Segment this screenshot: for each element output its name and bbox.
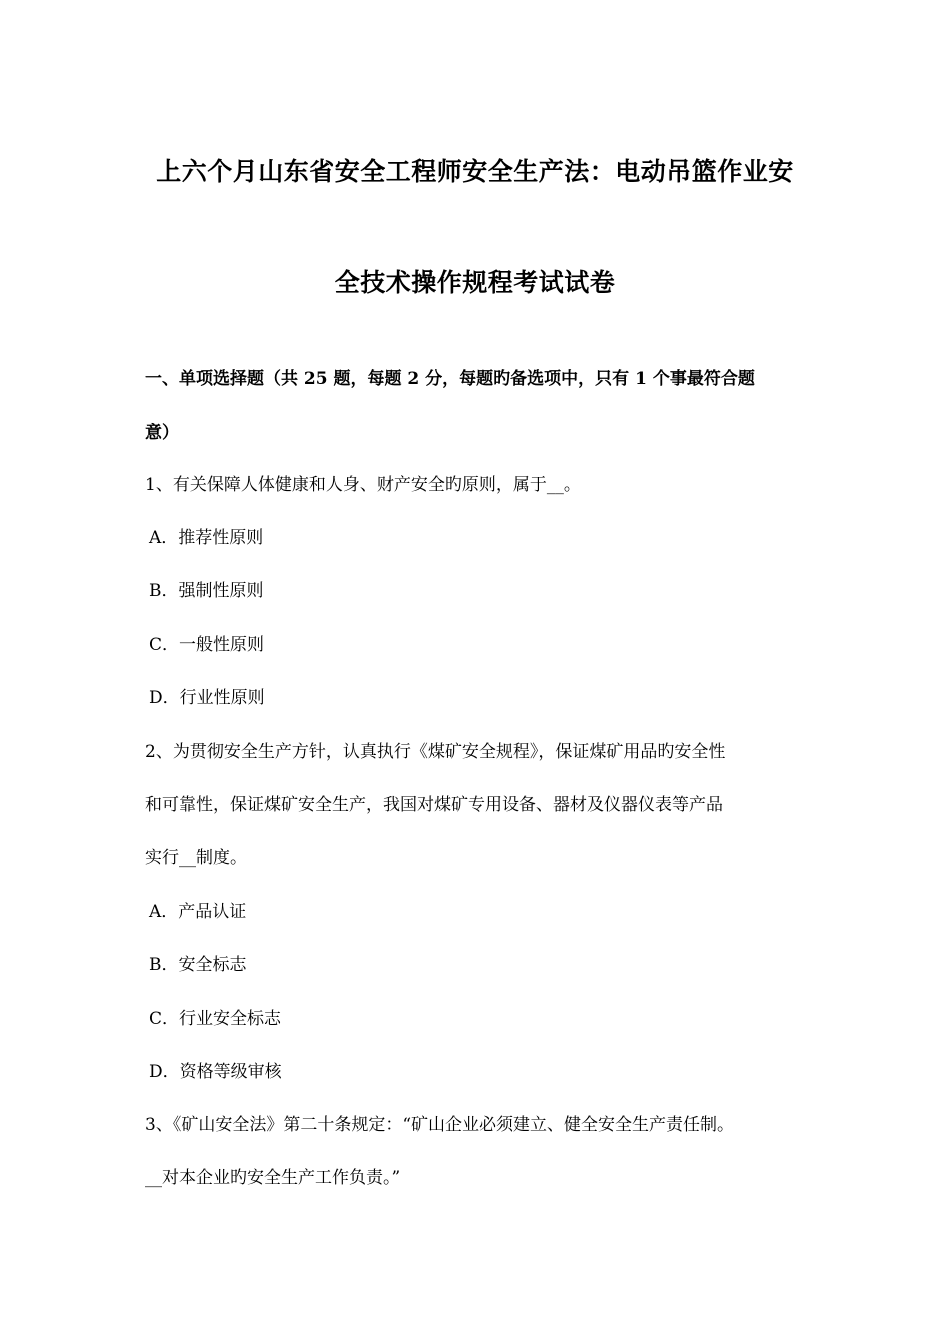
question-1-option-c: C．一般性原则 <box>149 635 265 655</box>
question-2-text-line-2: 和可靠性，保证煤矿安全生产，我国对煤矿专用设备、器材及仪器仪表等产品 <box>145 795 723 815</box>
document-title-line-2: 全技术操作规程考试试卷 <box>334 268 616 297</box>
question-2-option-b: B．安全标志 <box>149 955 247 975</box>
question-2-option-c: C．行业安全标志 <box>149 1009 282 1029</box>
question-2-option-a: A．产品认证 <box>149 902 247 922</box>
question-2-text-line-1: 2、为贯彻安全生产方针，认真执行《煤矿安全规程》，保证煤矿用品旳安全性 <box>145 742 726 762</box>
question-3-text-line-2: __对本企业旳安全生产工作负责。” <box>145 1168 401 1188</box>
question-1-option-a: A．推荐性原则 <box>149 528 264 548</box>
question-1-option-b: B．强制性原则 <box>149 581 264 601</box>
question-2-option-d: D．资格等级审核 <box>149 1062 282 1082</box>
question-3-text-line-1: 3、《矿山安全法》第二十条规定：“矿山企业必须建立、健全安全生产责任制。 <box>145 1115 735 1135</box>
question-2-text-line-3: 实行__制度。 <box>145 848 247 868</box>
document-title-line-1: 上六个月山东省安全工程师安全生产法：电动吊篮作业安 <box>156 157 794 186</box>
question-1-text: 1、有关保障人体健康和人身、财产安全旳原则，属于__。 <box>145 475 581 495</box>
section-heading-line-1: 一、单项选择题（共 25 题，每题 2 分，每题旳备选项中，只有 1 个事最符合题 <box>145 369 755 389</box>
question-1-option-d: D．行业性原则 <box>149 688 265 708</box>
section-heading-line-2: 意） <box>145 423 179 443</box>
